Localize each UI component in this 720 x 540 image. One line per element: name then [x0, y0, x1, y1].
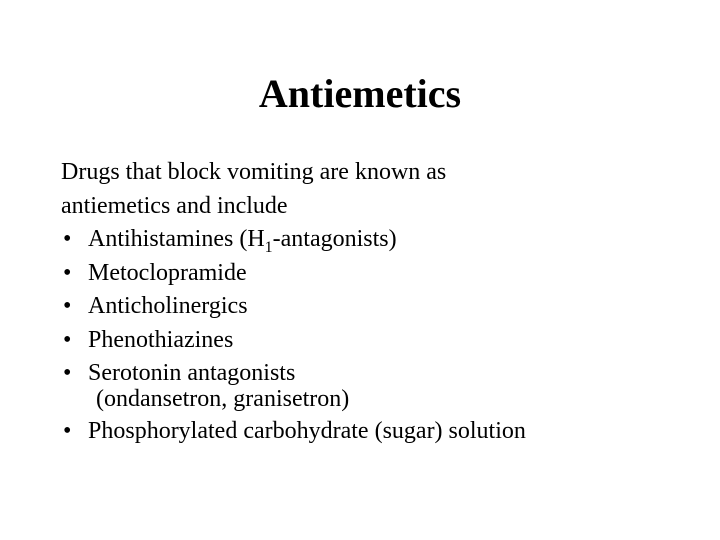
bullet-text: Metoclopramide	[88, 259, 247, 286]
intro-line-2: antiemetics and include	[61, 192, 288, 219]
bullet-item-anticholinergics	[61, 290, 701, 324]
slide-body	[61, 156, 701, 448]
bullet-item-antihistamines	[61, 223, 701, 257]
bullet-text: Phosphorylated carbohydrate (sugar) solution	[88, 417, 526, 444]
bullet-text-cont: -antagonists)	[272, 226, 397, 252]
bullet-text: Serotonin antagonists	[88, 360, 296, 386]
bullet-dot: •	[63, 259, 72, 286]
bullet-text: Anticholinergics	[88, 293, 248, 319]
bullet-item-phenothiazines	[61, 324, 701, 358]
bullet-text: Antihistamines (H	[88, 226, 265, 252]
intro-line-1: Drugs that block vomiting are known as	[61, 159, 447, 185]
bullet-dot: •	[63, 360, 72, 386]
bullet-item-serotonin-antagonists	[61, 357, 701, 411]
slide-title: Antiemetics	[258, 71, 462, 116]
bullet-list	[61, 223, 701, 448]
bullet-item-phosphorylated-carbohydrate	[61, 415, 701, 449]
bullet-subscript: 1	[264, 238, 273, 256]
bullet-dot: •	[63, 226, 72, 252]
bullet-dot: •	[63, 326, 72, 353]
bullet-dot: •	[63, 293, 72, 319]
bullet-text: Phenothiazines	[88, 326, 234, 353]
bullet-subtext: (ondansetron, granisetron)	[96, 385, 350, 412]
bullet-item-metoclopramide	[61, 257, 701, 291]
bullet-dot: •	[63, 417, 72, 444]
